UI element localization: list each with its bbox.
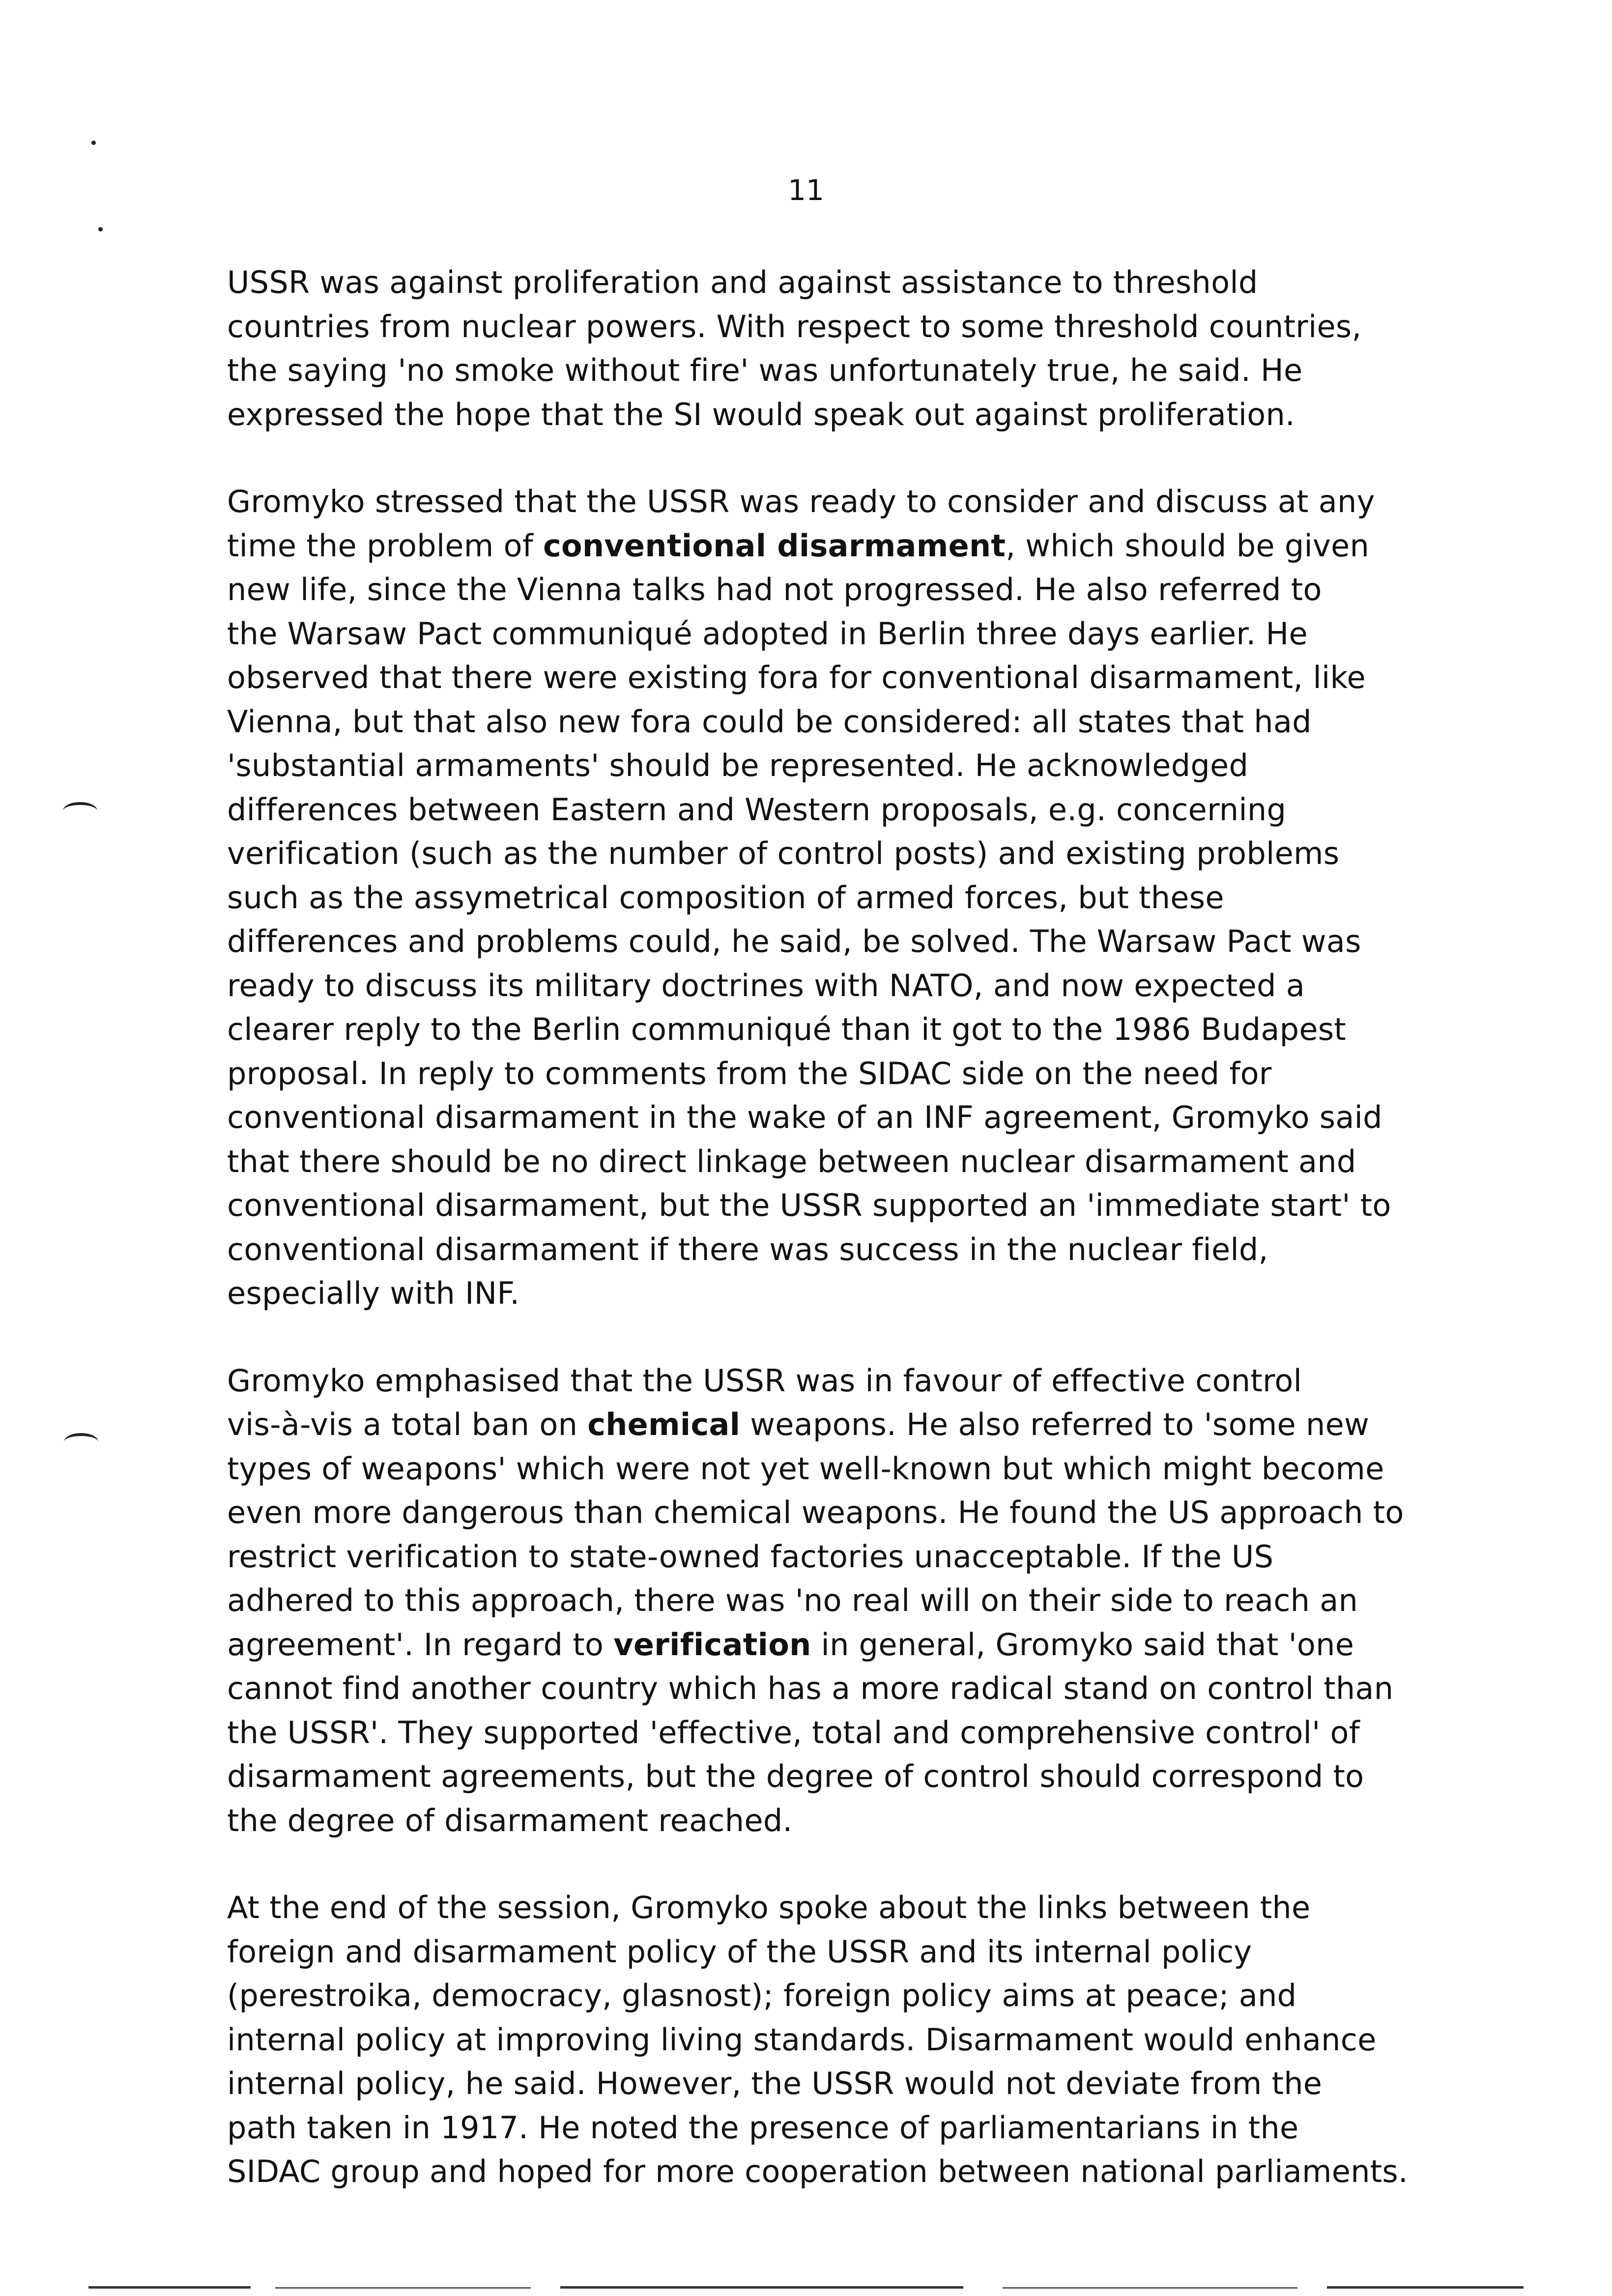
text-run: agreement'. In regard to <box>227 1626 614 1663</box>
paragraph-proliferation <box>227 260 1426 436</box>
bottom-rule <box>275 2287 531 2289</box>
text-run: 'substantial armaments' should be represented. He acknowledged <box>227 747 1249 783</box>
text-line <box>227 568 1426 612</box>
text-run: differences between Eastern and Western proposals, e.g. concerning <box>227 791 1287 828</box>
text-run: time the problem of <box>227 527 543 564</box>
text-run: foreign and disarmament policy of the USSR and its internal policy <box>227 1933 1252 1970</box>
text-line <box>227 2150 1426 2194</box>
text-run: the degree of disarmament reached. <box>227 1802 793 1838</box>
text-line <box>227 919 1426 964</box>
text-line <box>227 305 1426 349</box>
text-line <box>227 393 1426 437</box>
bottom-rule <box>560 2286 963 2289</box>
text-run: countries from nuclear powers. With respect to some threshold countries, <box>227 308 1362 344</box>
text-line <box>227 1930 1426 1974</box>
text-line <box>227 348 1426 393</box>
text-run: differences and problems could, he said, be solved. The Warsaw Pact was <box>227 923 1361 959</box>
text-line <box>227 1666 1426 1711</box>
text-line <box>227 1095 1426 1140</box>
bottom-rule <box>88 2286 251 2289</box>
text-line <box>227 1228 1426 1272</box>
emphasized-term: chemical <box>587 1406 741 1442</box>
text-run: the USSR'. They supported 'effective, total and comprehensive control' of <box>227 1714 1360 1751</box>
text-line <box>227 480 1426 524</box>
text-run: disarmament agreements, but the degree of control should correspond to <box>227 1758 1364 1794</box>
text-run: new life, since the Vienna talks had not progressed. He also referred to <box>227 572 1322 607</box>
text-line <box>227 2062 1426 2106</box>
text-run: conventional disarmament if there was success in the nuclear field, <box>227 1231 1268 1267</box>
text-line <box>227 2106 1426 2150</box>
punch-hole-mark <box>63 802 97 820</box>
text-line <box>227 1623 1426 1667</box>
text-run: proposal. In reply to comments from the SIDAC side on the need for <box>227 1055 1272 1091</box>
text-line <box>227 2018 1426 2062</box>
text-line <box>227 1974 1426 2018</box>
text-line <box>227 700 1426 744</box>
text-run: internal policy at improving living standards. Disarmament would enhance <box>227 2021 1377 2058</box>
text-run: the Warsaw Pact communiqué adopted in Berlin three days earlier. He <box>227 615 1308 652</box>
text-run: path taken in 1917. He noted the presence of parliamentarians in the <box>227 2109 1299 2146</box>
text-run: clearer reply to the Berlin communiqué than it got to the 1986 Budapest <box>227 1011 1346 1047</box>
text-run: , which should be given <box>1006 527 1370 564</box>
text-line <box>227 1799 1426 1843</box>
text-line <box>227 1886 1426 1930</box>
text-line <box>227 832 1426 876</box>
margin-dot <box>91 141 96 145</box>
text-run: conventional disarmament, but the USSR supported an 'immediate start' to <box>227 1187 1391 1223</box>
text-line <box>227 656 1426 700</box>
text-run: conventional disarmament in the wake of an INF agreement, Gromyko said <box>227 1099 1382 1135</box>
text-run: in general, Gromyko said that 'one <box>811 1626 1354 1663</box>
page-number: 11 <box>788 173 824 207</box>
text-line <box>227 1578 1426 1623</box>
punch-hole-mark <box>64 1433 98 1451</box>
text-run: the saying 'no smoke without fire' was unfortunately true, he said. He <box>227 352 1303 388</box>
text-line <box>227 1359 1426 1403</box>
text-run: SIDAC group and hoped for more cooperation between national parliaments. <box>227 2153 1409 2189</box>
paragraph-chemical <box>227 1359 1426 1843</box>
text-line <box>227 524 1426 568</box>
text-run: restrict verification to state-owned factories unacceptable. If the US <box>227 1538 1274 1575</box>
text-line <box>227 964 1426 1008</box>
text-line <box>227 1403 1426 1447</box>
text-line <box>227 1754 1426 1799</box>
text-run: that there should be no direct linkage between nuclear disarmament and <box>227 1143 1356 1179</box>
text-line <box>227 1183 1426 1228</box>
text-run: especially with INF. <box>227 1275 520 1311</box>
text-run: ready to discuss its military doctrines with NATO, and now expected a <box>227 967 1305 1004</box>
text-run: weapons. He also referred to 'some new <box>740 1406 1370 1442</box>
text-line <box>227 1447 1426 1491</box>
bottom-rule <box>1003 2287 1297 2289</box>
text-line <box>227 1140 1426 1184</box>
margin-dot <box>98 227 103 231</box>
text-line <box>227 1535 1426 1579</box>
text-run: USSR was against proliferation and against assistance to threshold <box>227 264 1258 300</box>
text-run: expressed the hope that the SI would speak out against proliferation. <box>227 396 1295 432</box>
text-run: types of weapons' which were not yet well-known but which might become <box>227 1450 1384 1487</box>
emphasized-term: conventional disarmament <box>543 527 1006 564</box>
text-run: At the end of the session, Gromyko spoke about the links between the <box>227 1890 1311 1925</box>
text-line <box>227 260 1426 305</box>
text-run: Gromyko emphasised that the USSR was in favour of effective control <box>227 1362 1302 1399</box>
paragraph-conventional <box>227 480 1426 1316</box>
emphasized-term: verification <box>613 1626 811 1663</box>
text-line <box>227 876 1426 920</box>
text-run: internal policy, he said. However, the USSR would not deviate from the <box>227 2066 1323 2101</box>
text-line <box>227 612 1426 656</box>
text-line <box>227 1007 1426 1052</box>
text-run: cannot find another country which has a more radical stand on control than <box>227 1670 1394 1706</box>
text-run: Gromyko stressed that the USSR was ready to consider and discuss at any <box>227 484 1375 519</box>
text-line <box>227 1491 1426 1535</box>
text-run: adhered to this approach, there was 'no real will on their side to reach an <box>227 1582 1358 1618</box>
text-run: such as the assymetrical composition of armed forces, but these <box>227 879 1224 916</box>
text-line <box>227 1711 1426 1755</box>
text-line <box>227 1271 1426 1316</box>
text-run: even more dangerous than chemical weapons. He found the US approach to <box>227 1494 1404 1530</box>
text-line <box>227 1052 1426 1096</box>
text-run: (perestroika, democracy, glasnost); foreign policy aims at peace; and <box>227 1978 1297 2013</box>
text-line <box>227 788 1426 832</box>
text-run: verification (such as the number of control posts) and existing problems <box>227 835 1340 871</box>
text-line <box>227 744 1426 788</box>
text-run: vis-à-vis a total ban on <box>227 1406 588 1442</box>
paragraph-internal-policy <box>227 1886 1426 2194</box>
text-run: Vienna, but that also new fora could be considered: all states that had <box>227 703 1312 740</box>
bottom-rule <box>1327 2286 1524 2289</box>
text-run: observed that there were existing fora for conventional disarmament, like <box>227 660 1366 695</box>
body-text <box>227 260 1426 2237</box>
